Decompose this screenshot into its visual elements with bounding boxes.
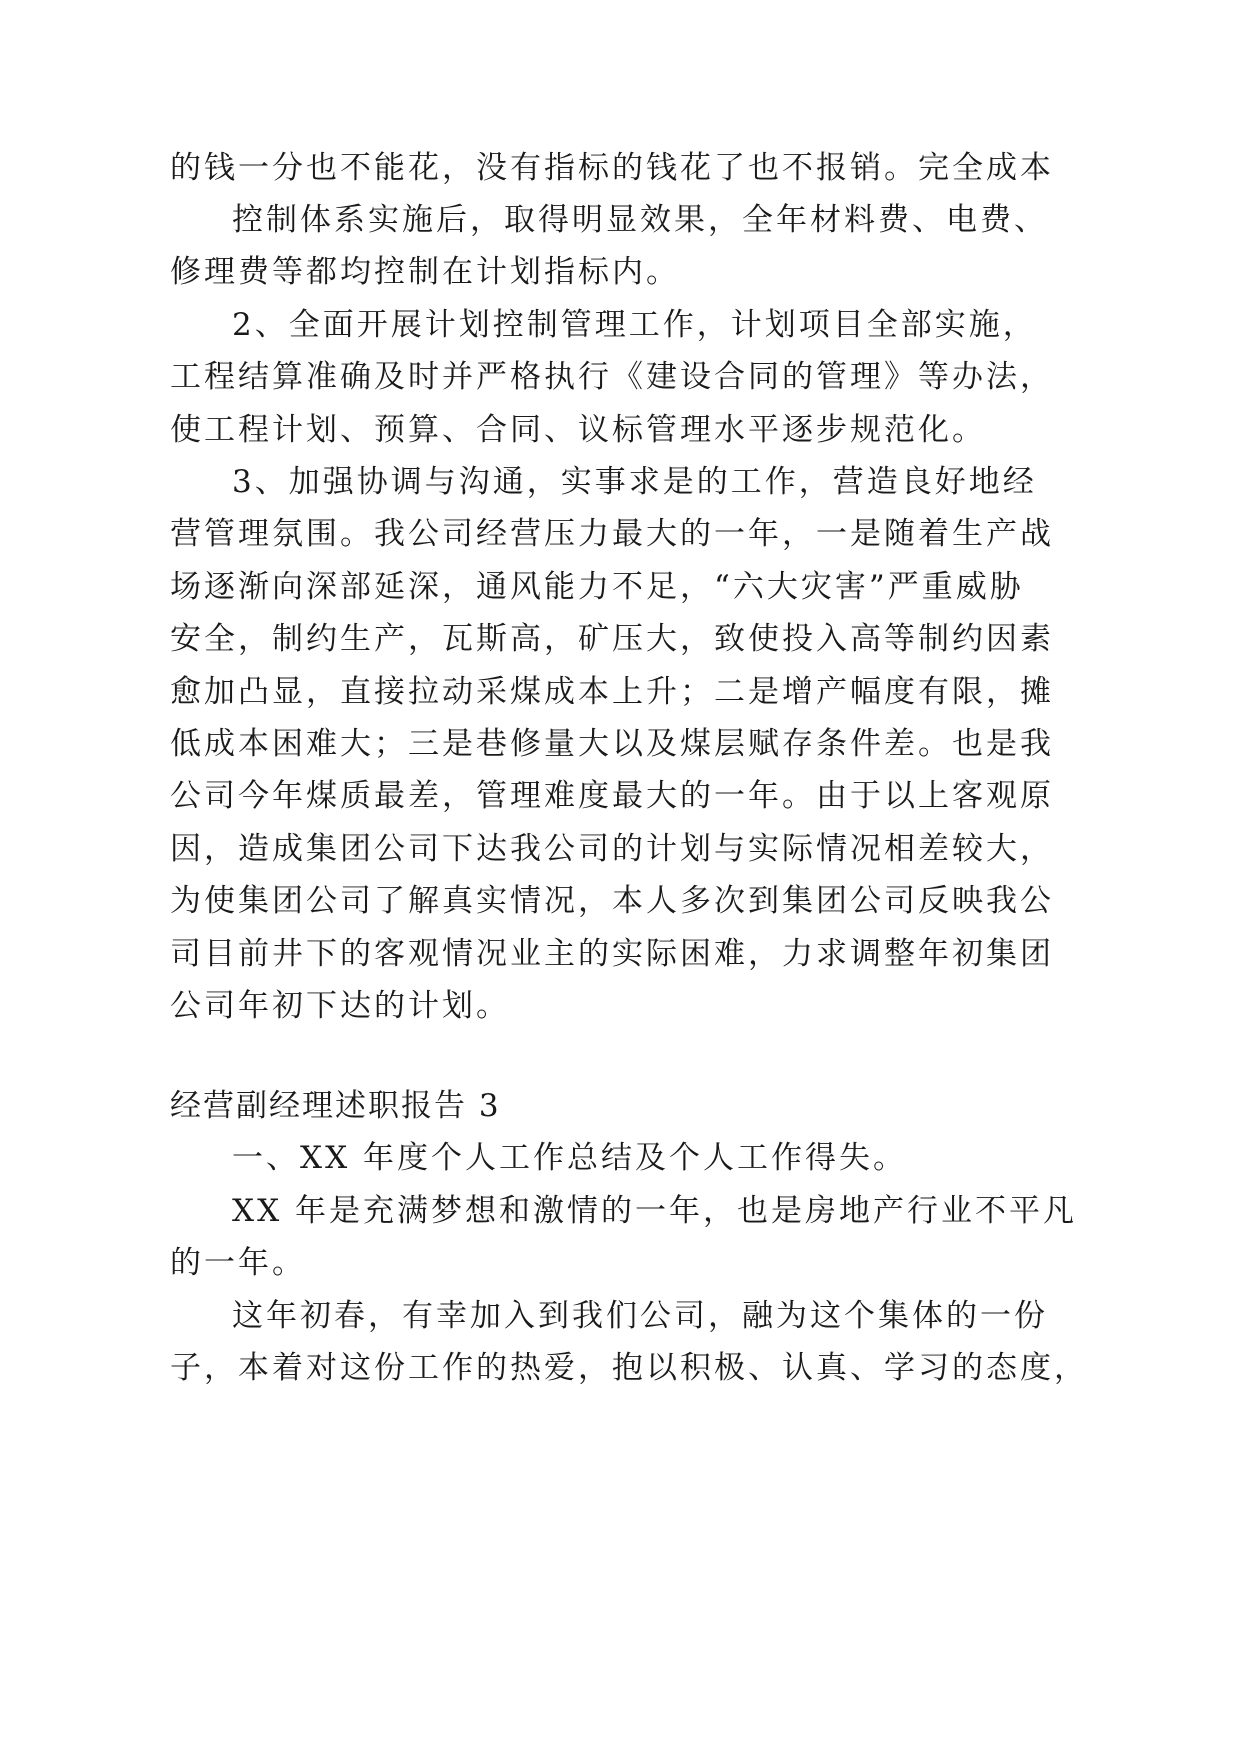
body-text-line: 的钱一分也不能花，没有指标的钱花了也不报销。完全成本 [170,150,1054,186]
body-text-line: 一、XX 年度个人工作总结及个人工作得失。 [232,1140,907,1176]
body-text-line: 子，本着对这份工作的热爱，抱以积极、认真、学习的态度， [170,1350,1088,1386]
body-text-line: 2、全面开展计划控制管理工作，计划项目全部实施， [232,307,1037,343]
body-text-line: 营管理氛围。我公司经营压力最大的一年，一是随着生产战 [170,516,1054,552]
body-text-line: 安全，制约生产，瓦斯高，矿压大，致使投入高等制约因素 [170,621,1054,657]
body-text-line: 公司年初下达的计划。 [170,988,510,1024]
body-text-line: 控制体系实施后，取得明显效果，全年材料费、电费、 [232,202,1048,238]
body-text-line: 为使集团公司了解真实情况，本人多次到集团公司反映我公 [170,883,1054,919]
body-text-line: 愈加凸显，直接拉动采煤成本上升；二是增产幅度有限，摊 [170,674,1054,710]
body-text-line: 这年初春，有幸加入到我们公司，融为这个集体的一份 [232,1298,1048,1334]
body-text-line: 公司今年煤质最差，管理难度最大的一年。由于以上客观原 [170,778,1054,814]
body-text-line: 使工程计划、预算、合同、议标管理水平逐步规范化。 [170,412,986,448]
body-text-line: 修理费等都均控制在计划指标内。 [170,254,680,290]
body-text-line: 场逐渐向深部延深，通风能力不足，“六大灾害”严重威胁 [170,569,1024,605]
body-text-line: XX 年是充满梦想和激情的一年，也是房地产行业不平凡 [232,1193,1077,1229]
body-text-line: 司目前井下的客观情况业主的实际困难，力求调整年初集团 [170,936,1054,972]
section-heading: 经营副经理述职报告 3 [170,1088,501,1124]
body-text-line: 低成本困难大；三是巷修量大以及煤层赋存条件差。也是我 [170,726,1054,762]
body-text-line: 工程结算准确及时并严格执行《建设合同的管理》等办法， [170,359,1054,395]
body-text-line: 的一年。 [170,1245,306,1281]
body-text-line: 因，造成集团公司下达我公司的计划与实际情况相差较大， [170,831,1054,867]
body-text-line: 3、加强协调与沟通，实事求是的工作，营造良好地经 [232,464,1037,500]
